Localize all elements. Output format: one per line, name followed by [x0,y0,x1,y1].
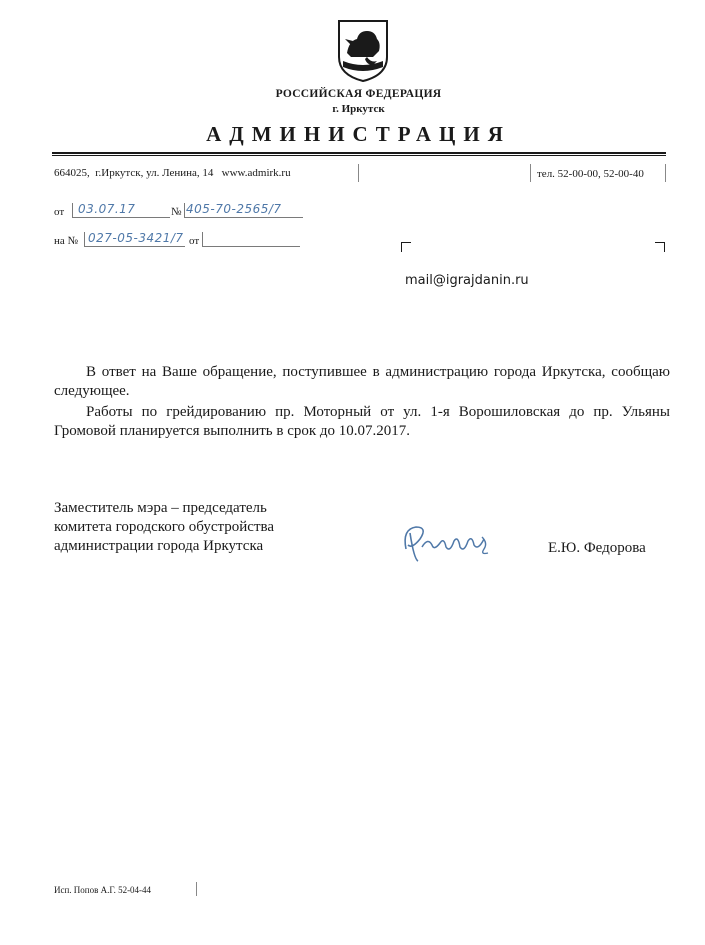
signatory-position: Заместитель мэра – председатель комитета городского обустройства администрации города Иркутска [54,500,275,554]
country-name: РОССИЙСКАЯ ФЕДЕРАЦИЯ [275,88,442,100]
recipient-email: mail@igrajdanin.ru [405,273,529,288]
address-line: 664025, г.Иркутск, ул. Ленина, 14 www.admirk.ru [54,167,291,179]
header-divider-thin [52,155,666,156]
ref-from-label: от [189,235,200,247]
corner-mark [655,242,665,252]
number-label: № [171,206,182,218]
paragraph: Работы по грейдированию пр. Моторный от ул. 1-я Ворошиловская до пр. Ульяны Громовой планируется выполнить в срок до 10.07.2017. [54,404,670,439]
signatory-name: Е.Ю. Федорова [548,540,646,556]
signature [398,519,494,565]
ref-date-field [202,232,300,247]
phone-line: тел. 52-00-00, 52-00-40 [537,168,644,180]
divider [665,164,666,182]
organization-title: АДМИНИСТРАЦИЯ [206,122,511,146]
divider [530,164,531,182]
executor-info: Исп. Попов А.Г. 52-04-44 [54,885,152,895]
divider [358,164,359,182]
city-name: г. Иркутск [332,103,385,115]
paragraph: В ответ на Ваше обращение, поступившее в администрацию города Иркутска, сообщаю следующее. [54,364,670,399]
divider [196,882,197,896]
number-value: 405-70-2565/7 [186,202,282,216]
from-label: от [54,206,65,218]
ref-number-label: на № [54,235,79,247]
corner-mark [401,242,411,252]
header-divider [52,152,666,154]
coat-of-arms-icon [337,17,389,83]
from-date-value: 03.07.17 [78,202,136,216]
ref-number-value: 027-05-3421/7 [88,231,184,245]
